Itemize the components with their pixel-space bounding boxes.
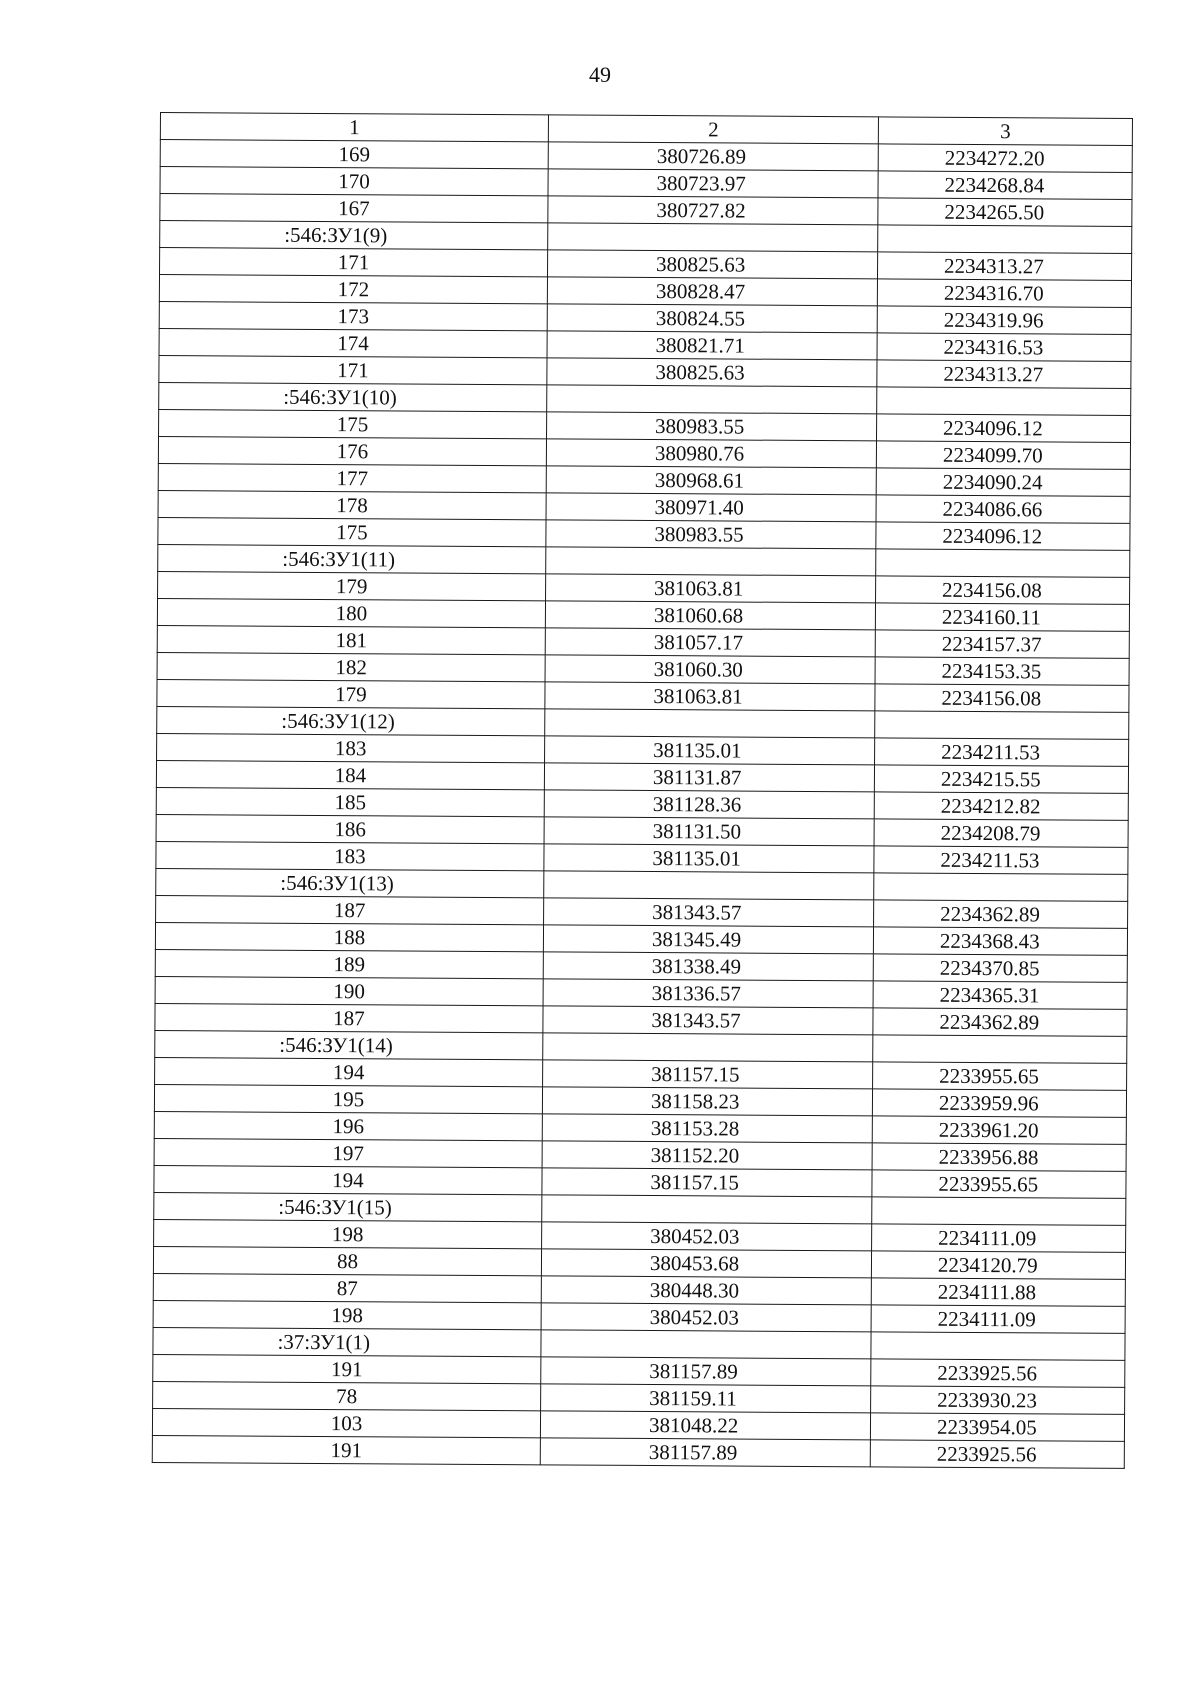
y-coordinate-cell: 2234215.55: [874, 765, 1128, 794]
y-coordinate-cell: 2234157.37: [875, 630, 1129, 659]
point-number-cell: 183: [156, 841, 544, 870]
y-coordinate-cell: 2234111.88: [871, 1278, 1125, 1307]
x-coordinate-cell: 380726.89: [548, 142, 878, 171]
x-coordinate-cell: 381336.57: [543, 979, 873, 1008]
x-coordinate-cell: 381060.68: [545, 601, 875, 630]
x-coordinate-cell: 380983.55: [546, 520, 876, 549]
x-coordinate-cell: 380980.76: [546, 439, 876, 468]
point-number-cell: 187: [155, 1003, 543, 1032]
y-coordinate-cell: 2233925.56: [871, 1359, 1125, 1388]
x-coordinate-cell: 381159.11: [541, 1384, 871, 1413]
point-number-cell: 175: [159, 409, 547, 438]
y-coordinate-cell: 2234268.84: [878, 171, 1132, 200]
point-number-cell: 175: [158, 517, 546, 546]
column-header-1: 1: [160, 113, 548, 142]
point-number-cell: 172: [159, 275, 547, 304]
column-header-3: 3: [878, 117, 1132, 146]
y-coordinate-cell: 2234111.09: [871, 1305, 1125, 1334]
parcel-label-cell: :37:ЗУ1(1): [153, 1327, 541, 1356]
point-number-cell: 176: [158, 436, 546, 465]
y-coordinate-cell: [872, 1197, 1126, 1226]
y-coordinate-cell: [878, 225, 1132, 254]
x-coordinate-cell: 380971.40: [546, 493, 876, 522]
x-coordinate-cell: 380452.03: [542, 1222, 872, 1251]
y-coordinate-cell: [876, 549, 1130, 578]
y-coordinate-cell: [875, 711, 1129, 740]
y-coordinate-cell: 2234368.43: [873, 927, 1127, 956]
x-coordinate-cell: 380448.30: [541, 1276, 871, 1305]
point-number-cell: 198: [153, 1300, 541, 1329]
parcel-label-cell: :546:ЗУ1(11): [158, 544, 546, 573]
y-coordinate-cell: 2233955.65: [873, 1062, 1127, 1091]
x-coordinate-cell: 380825.63: [548, 250, 878, 279]
y-coordinate-cell: 2233961.20: [872, 1116, 1126, 1145]
point-number-cell: 182: [157, 652, 545, 681]
x-coordinate-cell: 380825.63: [547, 358, 877, 387]
point-number-cell: 179: [157, 679, 545, 708]
point-number-cell: 197: [154, 1138, 542, 1167]
x-coordinate-cell: 381131.50: [544, 817, 874, 846]
y-coordinate-cell: 2234111.09: [872, 1224, 1126, 1253]
parcel-label-cell: :546:ЗУ1(14): [155, 1030, 543, 1059]
point-number-cell: 194: [154, 1165, 542, 1194]
y-coordinate-cell: 2234319.96: [877, 306, 1131, 335]
parcel-label-cell: :546:ЗУ1(13): [156, 868, 544, 897]
y-coordinate-cell: 2234362.89: [874, 900, 1128, 929]
y-coordinate-cell: 2234313.27: [877, 360, 1131, 389]
point-number-cell: 198: [154, 1219, 542, 1248]
y-coordinate-cell: 2234313.27: [877, 252, 1131, 281]
point-number-cell: 87: [153, 1273, 541, 1302]
y-coordinate-cell: 2234099.70: [876, 441, 1130, 470]
x-coordinate-cell: [546, 547, 876, 576]
point-number-cell: 181: [157, 625, 545, 654]
y-coordinate-cell: 2234096.12: [876, 522, 1130, 551]
x-coordinate-cell: [543, 1033, 873, 1062]
point-number-cell: 173: [159, 301, 547, 330]
x-coordinate-cell: [548, 223, 878, 252]
point-number-cell: 178: [158, 490, 546, 519]
coordinates-table: [152, 112, 1133, 1469]
point-number-cell: 191: [152, 1435, 540, 1464]
point-number-cell: 171: [159, 355, 547, 384]
point-number-cell: 194: [155, 1057, 543, 1086]
y-coordinate-cell: [877, 387, 1131, 416]
x-coordinate-cell: [545, 709, 875, 738]
point-number-cell: 167: [160, 194, 548, 223]
y-coordinate-cell: 2234096.12: [877, 414, 1131, 443]
y-coordinate-cell: 2234212.82: [874, 792, 1128, 821]
point-number-cell: 191: [153, 1354, 541, 1383]
x-coordinate-cell: 381060.30: [545, 655, 875, 684]
x-coordinate-cell: 381128.36: [544, 790, 874, 819]
point-number-cell: 177: [158, 463, 546, 492]
x-coordinate-cell: 381135.01: [544, 844, 874, 873]
x-coordinate-cell: 381135.01: [545, 736, 875, 765]
x-coordinate-cell: [544, 871, 874, 900]
x-coordinate-cell: 380983.55: [547, 412, 877, 441]
y-coordinate-cell: 2234362.89: [873, 1008, 1127, 1037]
coordinates-table-body: [152, 113, 1132, 1469]
x-coordinate-cell: 381343.57: [543, 1006, 873, 1035]
point-number-cell: 185: [156, 787, 544, 816]
x-coordinate-cell: 381048.22: [540, 1411, 870, 1440]
y-coordinate-cell: [873, 1035, 1127, 1064]
x-coordinate-cell: 381157.89: [541, 1357, 871, 1386]
x-coordinate-cell: 380828.47: [547, 277, 877, 306]
y-coordinate-cell: 2234156.08: [876, 576, 1130, 605]
y-coordinate-cell: [871, 1332, 1125, 1361]
point-number-cell: 169: [160, 140, 548, 169]
y-coordinate-cell: 2234208.79: [874, 819, 1128, 848]
y-coordinate-cell: 2234272.20: [878, 144, 1132, 173]
x-coordinate-cell: 380453.68: [541, 1249, 871, 1278]
point-number-cell: 186: [156, 814, 544, 843]
y-coordinate-cell: 2234090.24: [876, 468, 1130, 497]
point-number-cell: 78: [153, 1381, 541, 1410]
point-number-cell: 179: [158, 571, 546, 600]
table-row: [152, 1435, 1124, 1468]
x-coordinate-cell: 381157.89: [540, 1438, 870, 1467]
x-coordinate-cell: 381057.17: [545, 628, 875, 657]
point-number-cell: 195: [154, 1084, 542, 1113]
column-header-2: 2: [548, 115, 878, 144]
point-number-cell: 170: [160, 167, 548, 196]
y-coordinate-cell: 2233925.56: [870, 1440, 1124, 1469]
y-coordinate-cell: 2234086.66: [876, 495, 1130, 524]
y-coordinate-cell: 2233956.88: [872, 1143, 1126, 1172]
x-coordinate-cell: 380821.71: [547, 331, 877, 360]
y-coordinate-cell: 2234365.31: [873, 981, 1127, 1010]
y-coordinate-cell: 2234156.08: [875, 684, 1129, 713]
parcel-label-cell: :546:ЗУ1(10): [159, 382, 547, 411]
x-coordinate-cell: [547, 385, 877, 414]
x-coordinate-cell: 381343.57: [544, 898, 874, 927]
y-coordinate-cell: 2234370.85: [873, 954, 1127, 983]
point-number-cell: 184: [156, 760, 544, 789]
x-coordinate-cell: 380824.55: [547, 304, 877, 333]
x-coordinate-cell: 381152.20: [542, 1141, 872, 1170]
y-coordinate-cell: 2234211.53: [875, 738, 1129, 767]
y-coordinate-cell: 2233955.65: [872, 1170, 1126, 1199]
y-coordinate-cell: 2234265.50: [878, 198, 1132, 227]
point-number-cell: 188: [155, 922, 543, 951]
x-coordinate-cell: 381345.49: [543, 925, 873, 954]
x-coordinate-cell: 381157.15: [542, 1168, 872, 1197]
point-number-cell: 88: [153, 1246, 541, 1275]
x-coordinate-cell: [542, 1195, 872, 1224]
y-coordinate-cell: 2234160.11: [875, 603, 1129, 632]
x-coordinate-cell: 380723.97: [548, 169, 878, 198]
y-coordinate-cell: [874, 873, 1128, 902]
x-coordinate-cell: 380452.03: [541, 1303, 871, 1332]
parcel-label-cell: :546:ЗУ1(15): [154, 1192, 542, 1221]
x-coordinate-cell: 380727.82: [548, 196, 878, 225]
x-coordinate-cell: 381131.87: [544, 763, 874, 792]
y-coordinate-cell: 2234120.79: [871, 1251, 1125, 1280]
parcel-label-cell: :546:ЗУ1(9): [160, 221, 548, 250]
y-coordinate-cell: 2233930.23: [871, 1386, 1125, 1415]
point-number-cell: 196: [154, 1111, 542, 1140]
y-coordinate-cell: 2233954.05: [870, 1413, 1124, 1442]
point-number-cell: 183: [157, 733, 545, 762]
y-coordinate-cell: 2234211.53: [874, 846, 1128, 875]
point-number-cell: 171: [160, 248, 548, 277]
x-coordinate-cell: 381153.28: [542, 1114, 872, 1143]
y-coordinate-cell: 2234316.70: [877, 279, 1131, 308]
point-number-cell: 187: [156, 895, 544, 924]
x-coordinate-cell: 381157.15: [543, 1060, 873, 1089]
y-coordinate-cell: 2234316.53: [877, 333, 1131, 362]
point-number-cell: 174: [159, 328, 547, 357]
x-coordinate-cell: 380968.61: [546, 466, 876, 495]
page-number: 49: [589, 62, 611, 87]
x-coordinate-cell: [541, 1330, 871, 1359]
x-coordinate-cell: 381338.49: [543, 952, 873, 981]
point-number-cell: 189: [155, 949, 543, 978]
point-number-cell: 103: [152, 1408, 540, 1437]
point-number-cell: 180: [157, 598, 545, 627]
parcel-label-cell: :546:ЗУ1(12): [157, 706, 545, 735]
point-number-cell: 190: [155, 976, 543, 1005]
x-coordinate-cell: 381063.81: [546, 574, 876, 603]
y-coordinate-cell: 2234153.35: [875, 657, 1129, 686]
y-coordinate-cell: 2233959.96: [872, 1089, 1126, 1118]
x-coordinate-cell: 381158.23: [542, 1087, 872, 1116]
x-coordinate-cell: 381063.81: [545, 682, 875, 711]
